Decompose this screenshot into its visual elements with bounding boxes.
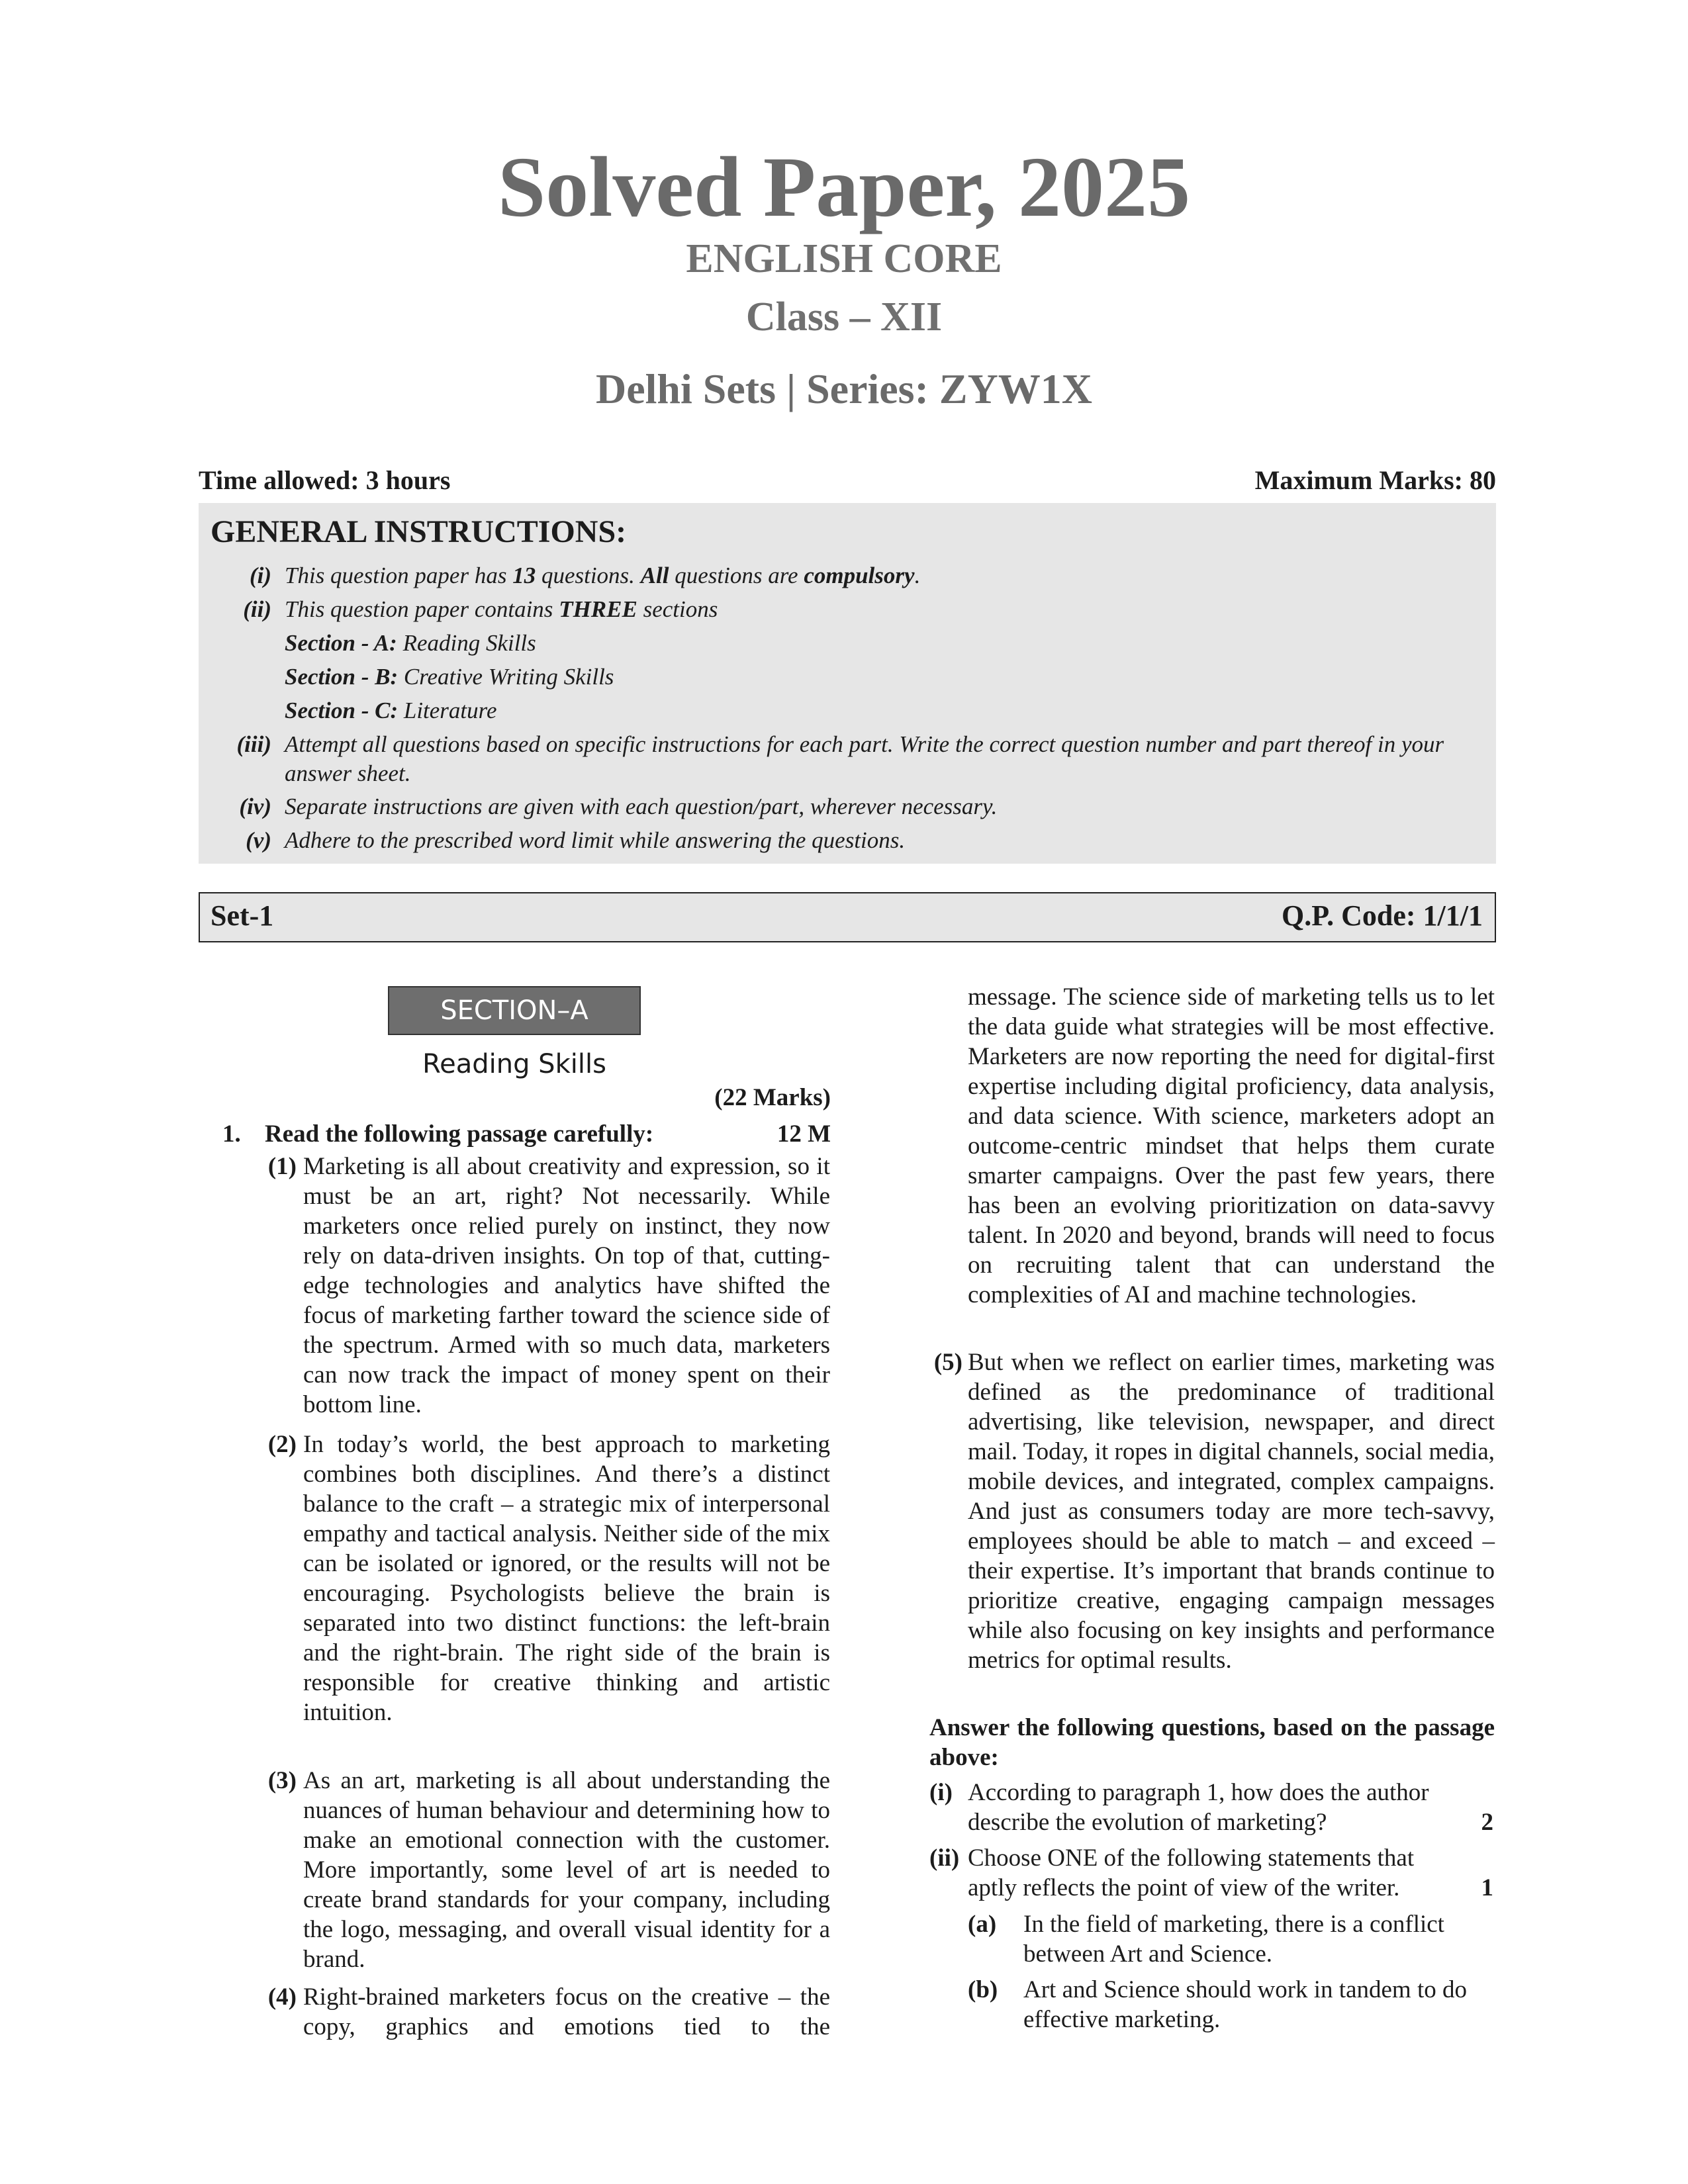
paragraph-number: (1) [267, 1153, 297, 1180]
subquestion-marks: 2 [1481, 1809, 1493, 1836]
instruction-number: (i) [249, 563, 271, 588]
paragraph-number: (3) [267, 1767, 297, 1794]
class-line: Class – XII [745, 295, 943, 340]
set-label: Set-1 [211, 899, 274, 932]
paragraph-number: (5) [933, 1349, 962, 1376]
question-number: 1. [222, 1120, 241, 1148]
subquestion-number: (ii) [929, 1844, 960, 1872]
passage-paragraph: Right-brained marketers focus on the creative – the copy, graphics and emotions tied to the [303, 1983, 830, 2040]
series-line: Delhi Sets | Series: ZYW1X [595, 365, 1093, 412]
answer-prompt: Answer the following questions, based on the passage above: [929, 1714, 1495, 1771]
time-allowed: Time allowed: 3 hours [199, 465, 451, 495]
general-instructions-title: GENERAL INSTRUCTIONS: [211, 514, 627, 549]
subject-title: ENGLISH CORE [686, 236, 1002, 281]
subquestion-marks: 1 [1481, 1874, 1493, 1901]
option-text: In the field of marketing, there is a conflict between Art and Science. [1023, 1911, 1444, 1968]
subquestion-number: (i) [929, 1779, 953, 1806]
passage-paragraph: But when we reflect on earlier times, marketing was defined as the predominance of traditional advertising, like television, newspaper, and direct mail. Today, it ropes in digital channels, social media, mobile devices, and integrated, complex campaigns. And just as consumers today are more tech-savvy, employees should be able to match – and exceed – their expertise. It’s important that brands continue to prioritize creative, engaging campaign messages while also focusing on key insights and performance metrics for optimal results. [968, 1349, 1495, 1674]
instruction-item: Adhere to the prescribed word limit while answering the questions. [285, 827, 906, 853]
paper-title: Solved Paper, 2025 [497, 140, 1191, 235]
maximum-marks: Maximum Marks: 80 [1254, 465, 1496, 495]
subquestion-text: Choose ONE of the following statements that aptly reflects the point of view of the writer. [968, 1844, 1415, 1901]
section-list-item: Section - C: Literature [285, 698, 497, 723]
passage-paragraph-continued: message. The science side of marketing tells us to let the data guide what strategies will be most effective. Marketers are now reporting the need for digital-first expertise including digital proficiency, data analysis, and data science. With science, marketers adopt an outcome-centric mindset that helps them curate smarter campaigns. Over the past few years, there has been an evolving prioritization on data-savvy talent. In 2020 and beyond, brands will need to focus on recruiting talent that can understand the complexities of AI and machine technologies. [968, 983, 1495, 1308]
section-list-item: Section - B: Creative Writing Skills [285, 664, 614, 690]
instruction-number: (iii) [236, 731, 271, 757]
option-number: (a) [968, 1911, 997, 1938]
section-list-item: Section - A: Reading Skills [285, 630, 536, 656]
passage-paragraph: In today’s world, the best approach to marketing combines both disciplines. And there’s a distinct balance to the craft – a strategic mix of interpersonal empathy and tactical analysis. Neither side of the mix can be isolated or ignored, or the results will not be encouraging. Psychologists believe the brain is separated into two distinct functions: the left-brain and the right-brain. The right side of the brain is responsible for creative thinking and artistic intuition. [303, 1431, 830, 1726]
instruction-item: This question paper has 13 questions. All questions are compulsory. [285, 563, 921, 588]
instruction-item: Separate instructions are given with each question/part, wherever necessary. [285, 794, 998, 819]
instruction-item: Attempt all questions based on specific instructions for each part. Write the correct question number and part thereof in your answer sheet. [285, 731, 1444, 786]
question-prompt: Read the following passage carefully: [265, 1120, 654, 1148]
subquestion-text: According to paragraph 1, how does the author describe the evolution of marketing? [968, 1779, 1429, 1836]
section-label: SECTION–A [388, 986, 641, 1035]
qp-code: Q.P. Code: 1/1/1 [1282, 899, 1483, 932]
instruction-number: (iv) [239, 794, 271, 819]
paragraph-number: (4) [267, 1983, 297, 2011]
instruction-item: This question paper contains THREE sections [285, 596, 718, 622]
option-text: Art and Science should work in tandem to do effective marketing. [1023, 1976, 1467, 2033]
passage-paragraph: Marketing is all about creativity and expression, so it must be an art, right? Not necessarily. While marketers once relied purely on instinct, they now rely on data-driven insights. On top of that, cutting-edge technologies and analytics have shifted the focus of marketing farther toward the science side of the spectrum. Armed with so much data, marketers can now track the impact of money spent on their bottom line. [303, 1153, 830, 1418]
passage-paragraph: As an art, marketing is all about understanding the nuances of human behaviour and determining how to make an emotional connection with the customer. More importantly, some level of art is needed to create brand standards for your company, including the logo, messaging, and overall visual identity for a brand. [303, 1767, 830, 1973]
section-marks: (22 Marks) [714, 1084, 831, 1111]
question-marks: 12 M [776, 1120, 831, 1148]
option-number: (b) [968, 1976, 998, 2003]
paragraph-number: (2) [267, 1431, 297, 1458]
section-name: Reading Skills [422, 1049, 606, 1079]
instruction-number: (ii) [243, 596, 271, 622]
instruction-number: (v) [246, 827, 271, 853]
